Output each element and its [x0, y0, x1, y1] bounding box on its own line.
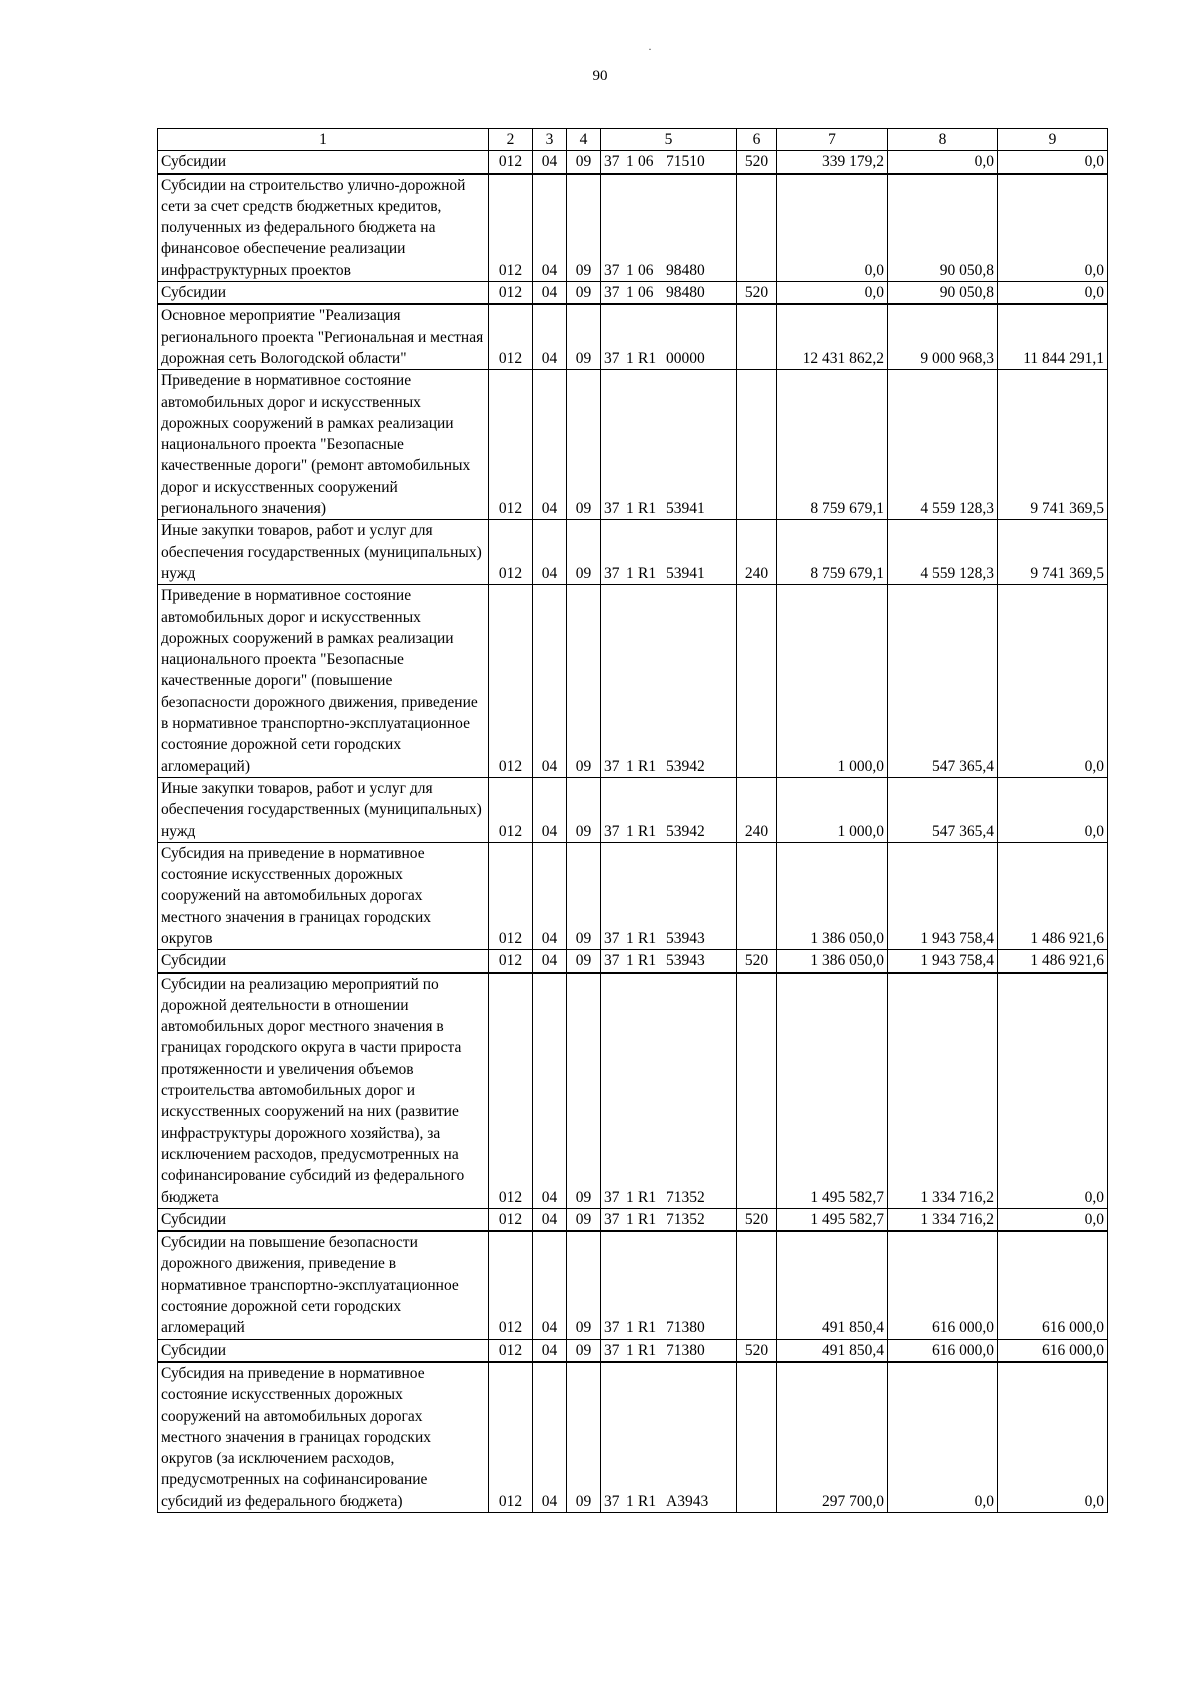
subsection-code-cell: 09 — [567, 842, 601, 949]
target-article-cell — [601, 777, 737, 842]
target-article-part: 1 — [626, 1210, 634, 1228]
row-name-cell: Субсидия на приведение в нормативное состояние искусственных дорожных сооружений на автомобильных дорогах местного значения в границах городских округов (за исключением расходов, предусмотренных на софинансирование субсидий из федерального бюджета) — [158, 1362, 489, 1513]
row-name-cell: Субсидии — [158, 1339, 489, 1362]
target-article-cell — [601, 973, 737, 1209]
target-article-part: 37 — [604, 1188, 620, 1206]
amount-2025-cell: 0,0 — [998, 151, 1108, 174]
section-code-cell: 04 — [533, 174, 567, 282]
target-article-part: 37 — [604, 929, 620, 947]
target-article-cell — [601, 151, 737, 174]
table-row — [158, 370, 1108, 520]
amount-2023-cell: 0,0 — [777, 282, 888, 305]
target-article-part: R1 — [638, 757, 657, 775]
target-article-part: 98480 — [666, 261, 705, 279]
ministry-code-cell: 012 — [489, 304, 533, 369]
ministry-code-cell: 012 — [489, 174, 533, 282]
expense-type-cell: 520 — [737, 1339, 777, 1362]
section-code-cell: 04 — [533, 304, 567, 369]
amount-2025-cell: 9 741 369,5 — [998, 370, 1108, 520]
target-article-part: R1 — [638, 1210, 657, 1228]
target-article-part: 37 — [604, 500, 620, 518]
expense-type-cell — [737, 1362, 777, 1513]
amount-2025-cell: 11 844 291,1 — [998, 304, 1108, 369]
target-article-part: 1 — [626, 153, 634, 171]
amount-2023-cell: 0,0 — [777, 174, 888, 282]
row-name-cell: Основное мероприятие "Реализация регионального проекта "Региональная и местная дорожная сеть Вологодской области" — [158, 304, 489, 369]
ministry-code-cell: 012 — [489, 151, 533, 174]
amount-2023-cell: 491 850,4 — [777, 1231, 888, 1339]
target-article-part: R1 — [638, 1492, 657, 1510]
amount-2024-cell: 4 559 128,3 — [888, 520, 998, 585]
header-cell: 8 — [888, 129, 998, 151]
target-article-part: 1 — [626, 952, 634, 970]
row-name-cell: Субсидии на повышение безопасности дорожного движения, приведение в нормативное транспортно-эксплуатационное состояние дорожной сети городских агломераций — [158, 1231, 489, 1339]
target-article-part: 1 — [626, 757, 634, 775]
expense-type-cell: 520 — [737, 282, 777, 305]
section-code-cell: 04 — [533, 842, 567, 949]
target-article-part: 1 — [626, 564, 634, 582]
target-article-cell — [601, 950, 737, 973]
amount-2025-cell: 1 486 921,6 — [998, 950, 1108, 973]
ministry-code-cell: 012 — [489, 950, 533, 973]
amount-2024-cell: 547 365,4 — [888, 585, 998, 778]
expense-type-cell — [737, 973, 777, 1209]
table-row — [158, 777, 1108, 842]
table-row — [158, 1362, 1108, 1513]
section-code-cell: 04 — [533, 1339, 567, 1362]
target-article-part: 37 — [604, 1319, 620, 1337]
target-article-part: 37 — [604, 564, 620, 582]
amount-2025-cell: 0,0 — [998, 777, 1108, 842]
row-name-cell: Иные закупки товаров, работ и услуг для обеспечения государственных (муниципальных) нужд — [158, 777, 489, 842]
target-article-part: 1 — [626, 822, 634, 840]
target-article-part: 37 — [604, 349, 620, 367]
expense-type-cell: 520 — [737, 1208, 777, 1231]
target-article-part: 37 — [604, 1492, 620, 1510]
target-article-cell — [601, 174, 737, 282]
amount-2023-cell: 8 759 679,1 — [777, 370, 888, 520]
subsection-code-cell: 09 — [567, 282, 601, 305]
amount-2024-cell: 0,0 — [888, 151, 998, 174]
table-row — [158, 520, 1108, 585]
target-article-cell — [601, 304, 737, 369]
target-article-cell — [601, 1362, 737, 1513]
target-article-part: 00000 — [666, 349, 705, 367]
target-article-part: R1 — [638, 929, 657, 947]
target-article-part: 37 — [604, 822, 620, 840]
amount-2025-cell: 0,0 — [998, 174, 1108, 282]
header-cell: 5 — [601, 129, 737, 151]
table-row — [158, 1339, 1108, 1362]
scan-mark: · — [648, 42, 652, 56]
target-article-part: 1 — [626, 1319, 634, 1337]
amount-2025-cell: 0,0 — [998, 1208, 1108, 1231]
header-cell: 4 — [567, 129, 601, 151]
amount-2024-cell: 9 000 968,3 — [888, 304, 998, 369]
target-article-part: R1 — [638, 564, 657, 582]
table-body — [158, 151, 1108, 1513]
expense-type-cell: 240 — [737, 777, 777, 842]
table-row — [158, 304, 1108, 369]
ministry-code-cell: 012 — [489, 1339, 533, 1362]
row-name-cell: Субсидии — [158, 950, 489, 973]
amount-2025-cell: 616 000,0 — [998, 1231, 1108, 1339]
target-article-part: 37 — [604, 952, 620, 970]
ministry-code-cell: 012 — [489, 1362, 533, 1513]
table-row — [158, 174, 1108, 282]
subsection-code-cell: 09 — [567, 151, 601, 174]
header-cell: 6 — [737, 129, 777, 151]
header-cell: 7 — [777, 129, 888, 151]
target-article-part: 53943 — [666, 952, 705, 970]
expense-type-cell — [737, 1231, 777, 1339]
section-code-cell: 04 — [533, 777, 567, 842]
amount-2024-cell: 1 943 758,4 — [888, 842, 998, 949]
expense-type-cell — [737, 174, 777, 282]
section-code-cell: 04 — [533, 370, 567, 520]
amount-2025-cell: 616 000,0 — [998, 1339, 1108, 1362]
ministry-code-cell: 012 — [489, 842, 533, 949]
target-article-part: 06 — [638, 153, 654, 171]
amount-2024-cell: 90 050,8 — [888, 174, 998, 282]
target-article-part: R1 — [638, 1341, 657, 1359]
target-article-part: 1 — [626, 1492, 634, 1510]
subsection-code-cell: 09 — [567, 973, 601, 1209]
amount-2025-cell: 0,0 — [998, 282, 1108, 305]
target-article-part: 37 — [604, 153, 620, 171]
subsection-code-cell: 09 — [567, 585, 601, 778]
target-article-part: 37 — [604, 757, 620, 775]
target-article-part: 1 — [626, 1341, 634, 1359]
ministry-code-cell: 012 — [489, 777, 533, 842]
target-article-cell — [601, 1339, 737, 1362]
amount-2025-cell: 1 486 921,6 — [998, 842, 1108, 949]
target-article-cell — [601, 282, 737, 305]
subsection-code-cell: 09 — [567, 520, 601, 585]
target-article-part: 53942 — [666, 822, 705, 840]
budget-table — [157, 128, 1108, 1513]
amount-2024-cell: 547 365,4 — [888, 777, 998, 842]
section-code-cell: 04 — [533, 1362, 567, 1513]
target-article-cell — [601, 585, 737, 778]
amount-2024-cell: 0,0 — [888, 1362, 998, 1513]
target-article-part: 1 — [626, 500, 634, 518]
target-article-cell — [601, 1231, 737, 1339]
subsection-code-cell: 09 — [567, 1362, 601, 1513]
ministry-code-cell: 012 — [489, 282, 533, 305]
target-article-part: 1 — [626, 349, 634, 367]
target-article-part: 1 — [626, 1188, 634, 1206]
target-article-part: 71380 — [666, 1341, 705, 1359]
target-article-part: A3943 — [666, 1492, 709, 1510]
amount-2024-cell: 1 334 716,2 — [888, 1208, 998, 1231]
row-name-cell: Приведение в нормативное состояние автомобильных дорог и искусственных дорожных сооружений в рамках реализации национального проекта "Безопасные качественные дороги" (ремонт автомобильных дорог и искусственных сооружений регионального значения) — [158, 370, 489, 520]
target-article-part: 37 — [604, 1210, 620, 1228]
expense-type-cell — [737, 585, 777, 778]
target-article-part: R1 — [638, 822, 657, 840]
amount-2024-cell: 1 334 716,2 — [888, 973, 998, 1209]
row-name-cell: Субсидии на реализацию мероприятий по дорожной деятельности в отношении автомобильных дорог местного значения в границах городского округа в части прироста протяженности и увеличения объемов строительства автомобильных дорог и искусственных сооружений на них (развитие инфраструктуры дорожного хозяйства), за исключением расходов, предусмотренных на софинансирование субсидий из федерального бюджета — [158, 973, 489, 1209]
amount-2023-cell: 12 431 862,2 — [777, 304, 888, 369]
target-article-part: 1 — [626, 284, 634, 302]
amount-2023-cell: 297 700,0 — [777, 1362, 888, 1513]
amount-2023-cell: 491 850,4 — [777, 1339, 888, 1362]
target-article-part: 71510 — [666, 153, 705, 171]
target-article-part: 1 — [626, 261, 634, 279]
subsection-code-cell: 09 — [567, 1231, 601, 1339]
subsection-code-cell: 09 — [567, 1339, 601, 1362]
expense-type-cell: 520 — [737, 151, 777, 174]
row-name-cell: Приведение в нормативное состояние автомобильных дорог и искусственных дорожных сооружений в рамках реализации национального проекта "Безопасные качественные дороги" (повышение безопасности дорожного движения, приведение в нормативное транспортно-эксплуатационное состояние дорожной сети городских агломераций) — [158, 585, 489, 778]
target-article-cell — [601, 842, 737, 949]
section-code-cell: 04 — [533, 950, 567, 973]
row-name-cell: Субсидия на приведение в нормативное состояние искусственных дорожных сооружений на автомобильных дорогах местного значения в границах городских округов — [158, 842, 489, 949]
row-name-cell: Субсидии — [158, 151, 489, 174]
amount-2023-cell: 1 000,0 — [777, 585, 888, 778]
target-article-part: 06 — [638, 261, 654, 279]
table-row — [158, 1231, 1108, 1339]
table-row — [158, 151, 1108, 174]
subsection-code-cell: 09 — [567, 174, 601, 282]
target-article-part: 53941 — [666, 564, 705, 582]
subsection-code-cell: 09 — [567, 304, 601, 369]
target-article-part: R1 — [638, 500, 657, 518]
target-article-part: 71352 — [666, 1188, 705, 1206]
section-code-cell: 04 — [533, 520, 567, 585]
header-cell: 9 — [998, 129, 1108, 151]
expense-type-cell — [737, 842, 777, 949]
amount-2023-cell: 339 179,2 — [777, 151, 888, 174]
expense-type-cell — [737, 370, 777, 520]
section-code-cell: 04 — [533, 1231, 567, 1339]
target-article-part: 53941 — [666, 500, 705, 518]
target-article-part: 53942 — [666, 757, 705, 775]
target-article-part: 37 — [604, 1341, 620, 1359]
table-row — [158, 842, 1108, 949]
ministry-code-cell: 012 — [489, 1231, 533, 1339]
target-article-part: R1 — [638, 952, 657, 970]
header-cell: 1 — [158, 129, 489, 151]
ministry-code-cell: 012 — [489, 973, 533, 1209]
amount-2024-cell: 616 000,0 — [888, 1339, 998, 1362]
table-row — [158, 950, 1108, 973]
section-code-cell: 04 — [533, 151, 567, 174]
row-name-cell: Субсидии на строительство улично-дорожной сети за счет средств бюджетных кредитов, полученных из федерального бюджета на финансовое обеспечение реализации инфраструктурных проектов — [158, 174, 489, 282]
amount-2023-cell: 1 386 050,0 — [777, 950, 888, 973]
target-article-part: 71380 — [666, 1319, 705, 1337]
amount-2024-cell: 616 000,0 — [888, 1231, 998, 1339]
amount-2023-cell: 1 386 050,0 — [777, 842, 888, 949]
target-article-part: 1 — [626, 929, 634, 947]
ministry-code-cell: 012 — [489, 1208, 533, 1231]
amount-2024-cell: 1 943 758,4 — [888, 950, 998, 973]
row-name-cell: Иные закупки товаров, работ и услуг для обеспечения государственных (муниципальных) нужд — [158, 520, 489, 585]
amount-2023-cell: 1 495 582,7 — [777, 973, 888, 1209]
table-row — [158, 282, 1108, 305]
header-cell: 3 — [533, 129, 567, 151]
target-article-cell — [601, 520, 737, 585]
ministry-code-cell: 012 — [489, 520, 533, 585]
amount-2025-cell: 0,0 — [998, 1362, 1108, 1513]
expense-type-cell: 520 — [737, 950, 777, 973]
table-row — [158, 585, 1108, 778]
section-code-cell: 04 — [533, 973, 567, 1209]
subsection-code-cell: 09 — [567, 1208, 601, 1231]
amount-2025-cell: 0,0 — [998, 973, 1108, 1209]
row-name-cell: Субсидии — [158, 282, 489, 305]
target-article-cell — [601, 1208, 737, 1231]
target-article-part: 71352 — [666, 1210, 705, 1228]
section-code-cell: 04 — [533, 282, 567, 305]
table-row — [158, 1208, 1108, 1231]
subsection-code-cell: 09 — [567, 777, 601, 842]
target-article-part: 53943 — [666, 929, 705, 947]
section-code-cell: 04 — [533, 585, 567, 778]
target-article-part: 98480 — [666, 284, 705, 302]
subsection-code-cell: 09 — [567, 370, 601, 520]
target-article-part: 37 — [604, 284, 620, 302]
table-row — [158, 973, 1108, 1209]
expense-type-cell: 240 — [737, 520, 777, 585]
ministry-code-cell: 012 — [489, 370, 533, 520]
ministry-code-cell: 012 — [489, 585, 533, 778]
target-article-cell — [601, 370, 737, 520]
target-article-part: R1 — [638, 1188, 657, 1206]
amount-2023-cell: 8 759 679,1 — [777, 520, 888, 585]
target-article-part: R1 — [638, 1319, 657, 1337]
target-article-part: 06 — [638, 284, 654, 302]
target-article-part: R1 — [638, 349, 657, 367]
amount-2024-cell: 90 050,8 — [888, 282, 998, 305]
amount-2025-cell: 0,0 — [998, 585, 1108, 778]
amount-2024-cell: 4 559 128,3 — [888, 370, 998, 520]
amount-2025-cell: 9 741 369,5 — [998, 520, 1108, 585]
header-row — [158, 129, 1108, 151]
amount-2023-cell: 1 000,0 — [777, 777, 888, 842]
page-number: 90 — [592, 68, 608, 84]
row-name-cell: Субсидии — [158, 1208, 489, 1231]
header-cell: 2 — [489, 129, 533, 151]
expense-type-cell — [737, 304, 777, 369]
section-code-cell: 04 — [533, 1208, 567, 1231]
amount-2023-cell: 1 495 582,7 — [777, 1208, 888, 1231]
target-article-part: 37 — [604, 261, 620, 279]
subsection-code-cell: 09 — [567, 950, 601, 973]
